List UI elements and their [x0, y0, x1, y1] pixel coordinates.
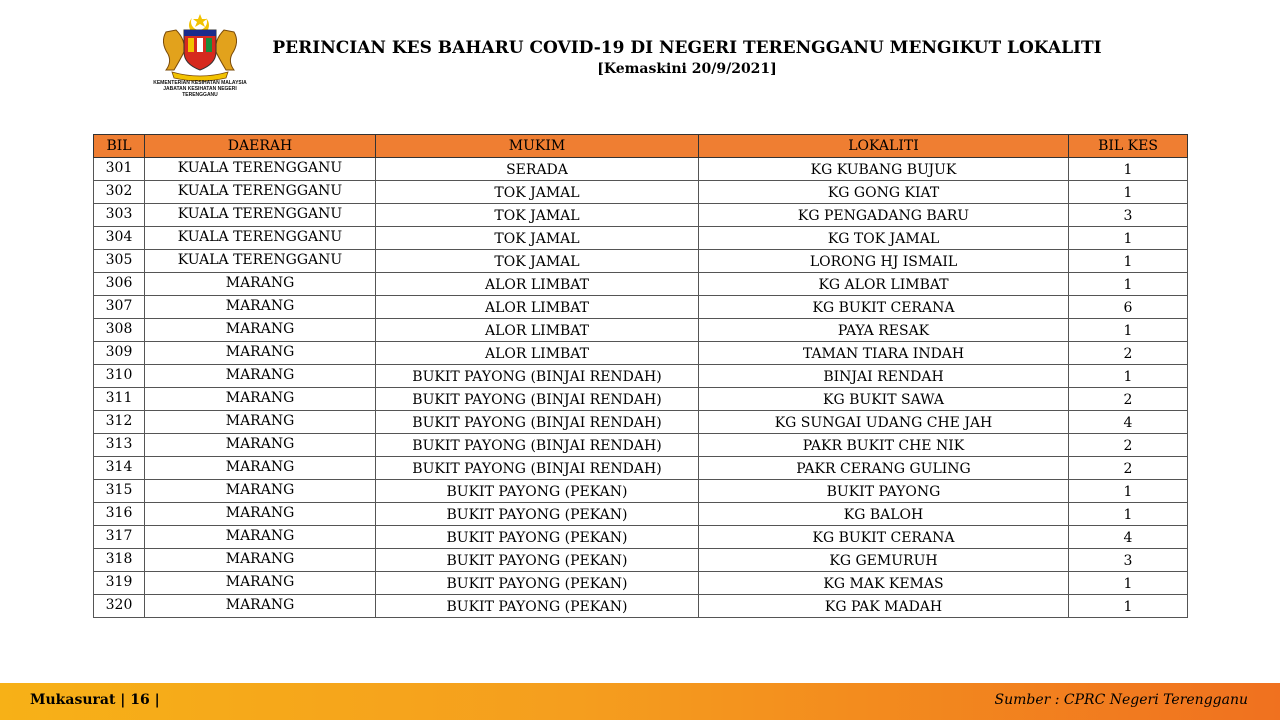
table-row — [94, 158, 1188, 181]
cell-lokaliti: KG GONG KIAT — [699, 181, 1069, 204]
cell-daerah: MARANG — [145, 457, 376, 480]
cell-bil-kes: 1 — [1069, 503, 1188, 526]
cell-mukim: BUKIT PAYONG (BINJAI RENDAH) — [376, 411, 699, 434]
cell-daerah: MARANG — [145, 296, 376, 319]
cell-daerah: MARANG — [145, 434, 376, 457]
table-row — [94, 181, 1188, 204]
cases-table — [93, 134, 1188, 618]
cell-mukim: TOK JAMAL — [376, 204, 699, 227]
cell-bil-kes: 3 — [1069, 204, 1188, 227]
cell-bil-kes: 1 — [1069, 227, 1188, 250]
cell-daerah: MARANG — [145, 388, 376, 411]
cell-bil: 317 — [94, 526, 145, 549]
cell-mukim: TOK JAMAL — [376, 227, 699, 250]
table-row — [94, 365, 1188, 388]
cell-lokaliti: KG ALOR LIMBAT — [699, 273, 1069, 296]
cell-bil-kes: 6 — [1069, 296, 1188, 319]
cell-lokaliti: KG BUKIT SAWA — [699, 388, 1069, 411]
cell-bil-kes: 1 — [1069, 595, 1188, 618]
cell-mukim: BUKIT PAYONG (PEKAN) — [376, 595, 699, 618]
cell-daerah: KUALA TERENGGANU — [145, 158, 376, 181]
cell-daerah: MARANG — [145, 526, 376, 549]
cell-bil: 311 — [94, 388, 145, 411]
table-row — [94, 549, 1188, 572]
table-body — [94, 158, 1188, 618]
cell-bil-kes: 1 — [1069, 365, 1188, 388]
cell-bil-kes: 4 — [1069, 411, 1188, 434]
cell-mukim: BUKIT PAYONG (PEKAN) — [376, 549, 699, 572]
cell-daerah: KUALA TERENGGANU — [145, 227, 376, 250]
cell-daerah: MARANG — [145, 365, 376, 388]
cell-bil: 316 — [94, 503, 145, 526]
cell-daerah: KUALA TERENGGANU — [145, 204, 376, 227]
cell-daerah: MARANG — [145, 273, 376, 296]
cell-daerah: MARANG — [145, 319, 376, 342]
cell-bil: 307 — [94, 296, 145, 319]
cell-bil: 315 — [94, 480, 145, 503]
cell-bil-kes: 2 — [1069, 434, 1188, 457]
table-row — [94, 503, 1188, 526]
column-header-daerah: DAERAH — [145, 135, 376, 158]
cell-bil-kes: 1 — [1069, 181, 1188, 204]
table-row — [94, 411, 1188, 434]
cell-bil: 313 — [94, 434, 145, 457]
table-row — [94, 319, 1188, 342]
cell-bil: 305 — [94, 250, 145, 273]
cell-bil: 304 — [94, 227, 145, 250]
page-title: PERINCIAN KES BAHARU COVID-19 DI NEGERI TERENGGANU MENGIKUT LOKALITI — [272, 38, 1102, 58]
cell-daerah: MARANG — [145, 595, 376, 618]
cell-lokaliti: KG PAK MADAH — [699, 595, 1069, 618]
cell-daerah: MARANG — [145, 549, 376, 572]
cell-lokaliti: KG SUNGAI UDANG CHE JAH — [699, 411, 1069, 434]
table-row — [94, 480, 1188, 503]
table-row — [94, 572, 1188, 595]
cell-lokaliti: PAYA RESAK — [699, 319, 1069, 342]
cell-mukim: BUKIT PAYONG (BINJAI RENDAH) — [376, 365, 699, 388]
table-row — [94, 457, 1188, 480]
cell-mukim: BUKIT PAYONG (PEKAN) — [376, 572, 699, 595]
cell-lokaliti: BINJAI RENDAH — [699, 365, 1069, 388]
cell-lokaliti: KG BUKIT CERANA — [699, 526, 1069, 549]
cell-lokaliti: KG KUBANG BUJUK — [699, 158, 1069, 181]
update-date: [Kemaskini 20/9/2021] — [597, 61, 777, 77]
cell-bil: 310 — [94, 365, 145, 388]
cell-bil: 308 — [94, 319, 145, 342]
cell-lokaliti: TAMAN TIARA INDAH — [699, 342, 1069, 365]
cell-mukim: TOK JAMAL — [376, 250, 699, 273]
column-header-bil: BIL — [94, 135, 145, 158]
cell-daerah: MARANG — [145, 342, 376, 365]
source-note: Sumber : CPRC Negeri Terengganu — [994, 692, 1248, 708]
cell-mukim: BUKIT PAYONG (BINJAI RENDAH) — [376, 434, 699, 457]
cell-lokaliti: PAKR BUKIT CHE NIK — [699, 434, 1069, 457]
cell-mukim: BUKIT PAYONG (PEKAN) — [376, 526, 699, 549]
cell-mukim: BUKIT PAYONG (PEKAN) — [376, 503, 699, 526]
cell-bil-kes: 1 — [1069, 250, 1188, 273]
cell-daerah: MARANG — [145, 503, 376, 526]
cell-daerah: KUALA TERENGGANU — [145, 181, 376, 204]
table-header-row — [94, 135, 1188, 158]
cell-bil-kes: 2 — [1069, 342, 1188, 365]
cell-mukim: BUKIT PAYONG (BINJAI RENDAH) — [376, 388, 699, 411]
cell-lokaliti: BUKIT PAYONG — [699, 480, 1069, 503]
cell-bil: 319 — [94, 572, 145, 595]
cell-mukim: ALOR LIMBAT — [376, 319, 699, 342]
logo-caption-line-1: KEMENTERIAN KESIHATAN MALAYSIA — [153, 80, 247, 86]
table-row — [94, 342, 1188, 365]
table-row — [94, 526, 1188, 549]
cell-bil-kes: 1 — [1069, 480, 1188, 503]
cell-lokaliti: KG PENGADANG BARU — [699, 204, 1069, 227]
column-header-lokaliti: LOKALITI — [699, 135, 1069, 158]
cell-lokaliti: LORONG HJ ISMAIL — [699, 250, 1069, 273]
table-row — [94, 204, 1188, 227]
table-row — [94, 250, 1188, 273]
cell-bil: 320 — [94, 595, 145, 618]
cell-bil: 301 — [94, 158, 145, 181]
cell-daerah: MARANG — [145, 572, 376, 595]
cell-lokaliti: KG TOK JAMAL — [699, 227, 1069, 250]
cell-daerah: KUALA TERENGGANU — [145, 250, 376, 273]
cell-bil: 318 — [94, 549, 145, 572]
cell-bil-kes: 4 — [1069, 526, 1188, 549]
cell-bil-kes: 3 — [1069, 549, 1188, 572]
cell-mukim: SERADA — [376, 158, 699, 181]
table-row — [94, 595, 1188, 618]
cell-lokaliti: KG GEMURUH — [699, 549, 1069, 572]
table-row — [94, 273, 1188, 296]
cell-bil: 306 — [94, 273, 145, 296]
table-row — [94, 227, 1188, 250]
cell-bil-kes: 1 — [1069, 273, 1188, 296]
cell-bil-kes: 1 — [1069, 572, 1188, 595]
cell-bil: 303 — [94, 204, 145, 227]
table-row — [94, 296, 1188, 319]
cell-daerah: MARANG — [145, 411, 376, 434]
column-header-mukim: MUKIM — [376, 135, 699, 158]
table-row — [94, 434, 1188, 457]
table-row — [94, 388, 1188, 411]
cell-bil: 314 — [94, 457, 145, 480]
footer-bar — [0, 683, 1280, 720]
logo-caption — [150, 80, 250, 98]
logo-caption-line-2: JABATAN KESIHATAN NEGERI TERENGGANU — [163, 86, 237, 98]
cell-mukim: BUKIT PAYONG (PEKAN) — [376, 480, 699, 503]
cell-lokaliti: PAKR CERANG GULING — [699, 457, 1069, 480]
column-header-bil-kes: BIL KES — [1069, 135, 1188, 158]
cell-mukim: TOK JAMAL — [376, 181, 699, 204]
cell-bil-kes: 2 — [1069, 457, 1188, 480]
cell-mukim: BUKIT PAYONG (BINJAI RENDAH) — [376, 457, 699, 480]
cell-bil-kes: 1 — [1069, 158, 1188, 181]
cell-lokaliti: KG MAK KEMAS — [699, 572, 1069, 595]
cell-bil: 309 — [94, 342, 145, 365]
cell-lokaliti: KG BUKIT CERANA — [699, 296, 1069, 319]
cell-bil-kes: 1 — [1069, 319, 1188, 342]
cell-daerah: MARANG — [145, 480, 376, 503]
cell-mukim: ALOR LIMBAT — [376, 273, 699, 296]
cell-bil-kes: 2 — [1069, 388, 1188, 411]
cell-mukim: ALOR LIMBAT — [376, 296, 699, 319]
page-number: Mukasurat | 16 | — [30, 692, 160, 708]
cell-bil: 312 — [94, 411, 145, 434]
cell-lokaliti: KG BALOH — [699, 503, 1069, 526]
cell-mukim: ALOR LIMBAT — [376, 342, 699, 365]
cell-bil: 302 — [94, 181, 145, 204]
